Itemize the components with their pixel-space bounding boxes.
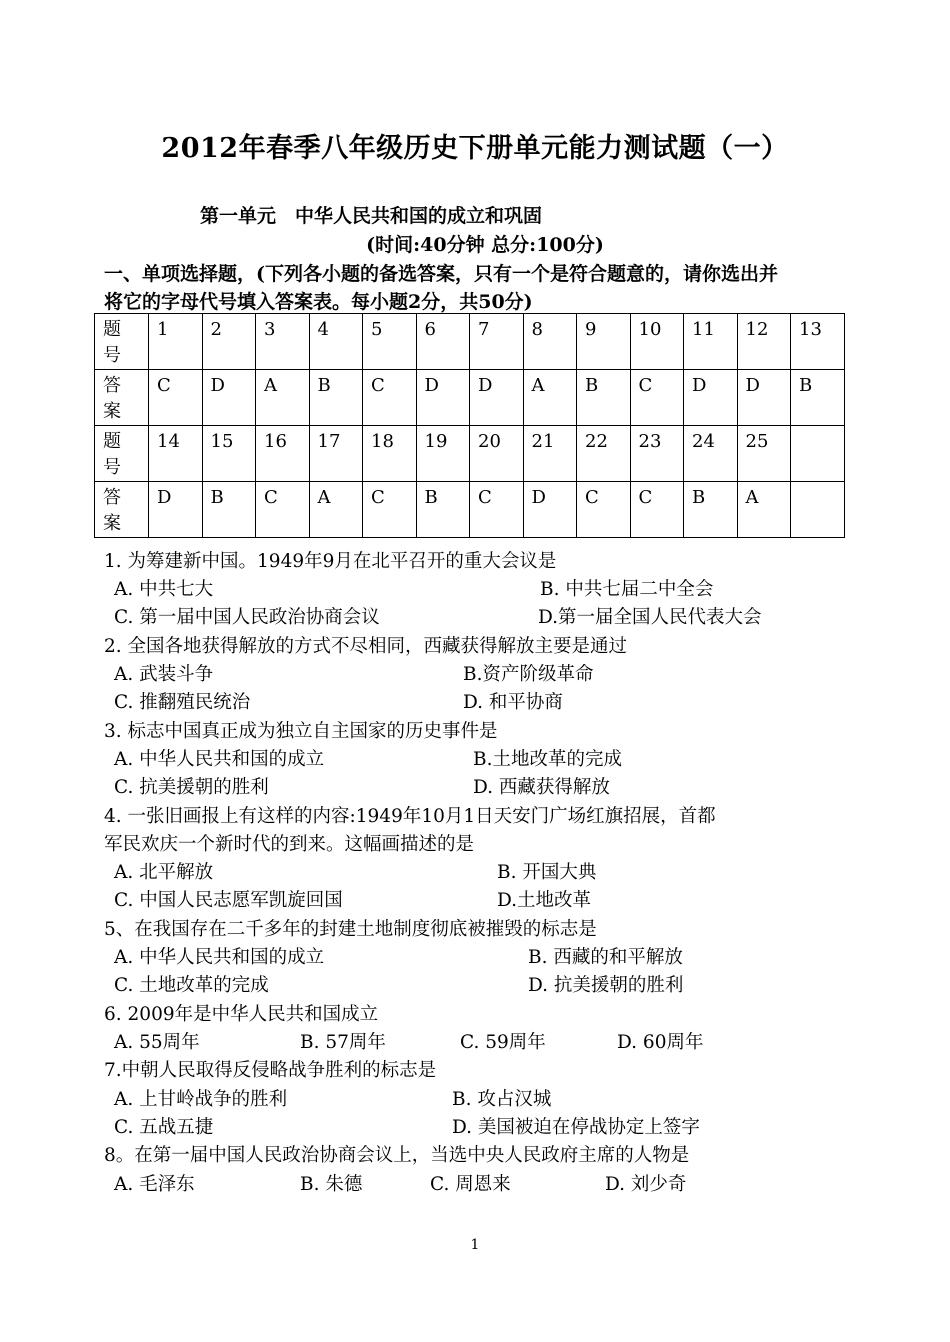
table-cell: C: [363, 482, 417, 538]
table-cell: 8: [523, 314, 577, 370]
question-4-stem-line-2: 军民欢庆一个新时代的到来。这幅画描述的是: [104, 834, 475, 855]
answer-table: [94, 313, 845, 538]
table-cell: B: [791, 370, 845, 426]
table-cell: 11: [684, 314, 738, 370]
question-5-stem: 5、在我国存在二千多年的封建土地制度彻底被摧毁的标志是: [104, 919, 597, 940]
table-cell: 3: [256, 314, 310, 370]
question-2-stem: 2. 全国各地获得解放的方式不尽相同，西藏获得解放主要是通过: [104, 636, 628, 657]
page-number: 1: [470, 1237, 480, 1253]
table-cell: 16: [256, 426, 310, 482]
question-2-option-a: A. 武装斗争: [114, 664, 214, 685]
question-6-option-d: D. 60周年: [617, 1032, 704, 1053]
table-cell: C: [256, 482, 310, 538]
row-header: 题 号: [95, 426, 149, 482]
table-cell: 17: [309, 426, 363, 482]
table-row: [95, 426, 845, 482]
question-4-stem-line-1: 4. 一张旧画报上有这样的内容:1949年10月1日天安门广场红旗招展，首都: [104, 806, 716, 827]
question-7-option-d: D. 美国被迫在停战协定上签字: [452, 1117, 700, 1138]
question-8-option-c: C. 周恩来: [430, 1174, 511, 1195]
table-cell: 20: [470, 426, 524, 482]
table-cell: B: [577, 370, 631, 426]
question-7-option-a: A. 上甘岭战争的胜利: [114, 1089, 288, 1110]
table-cell: 24: [684, 426, 738, 482]
table-cell: 1: [149, 314, 203, 370]
table-cell: D: [470, 370, 524, 426]
question-8-option-b: B. 朱德: [300, 1174, 363, 1195]
question-3-option-a: A. 中华人民共和国的成立: [114, 749, 325, 770]
instructions-line-1: 一、单项选择题，(下列各小题的备选答案，只有一个是符合题意的，请你选出并: [104, 263, 778, 285]
question-1-option-d: D.第一届全国人民代表大会: [538, 607, 762, 628]
question-1-option-b: B. 中共七届二中全会: [540, 579, 714, 600]
time-info: (时间:40分钟 总分:100分): [366, 234, 604, 256]
question-6-stem: 6. 2009年是中华人民共和国成立: [104, 1004, 379, 1025]
question-1-stem: 1. 为筹建新中国。1949年9月在北平召开的重大会议是: [104, 551, 557, 572]
row-header: 答 案: [95, 370, 149, 426]
table-cell: [791, 426, 845, 482]
table-cell: 7: [470, 314, 524, 370]
question-7-stem: 7.中朝人民取得反侵略战争胜利的标志是: [104, 1060, 437, 1081]
table-cell: 4: [309, 314, 363, 370]
table-cell: B: [684, 482, 738, 538]
question-5-option-d: D. 抗美援朝的胜利: [528, 975, 684, 996]
question-6-option-a: A. 55周年: [114, 1032, 200, 1053]
table-cell: D: [523, 482, 577, 538]
question-3-stem: 3. 标志中国真正成为独立自主国家的历史事件是: [104, 721, 498, 742]
table-row: [95, 314, 845, 370]
table-cell: C: [363, 370, 417, 426]
table-cell: 21: [523, 426, 577, 482]
table-cell: C: [577, 482, 631, 538]
question-4-option-c: C. 中国人民志愿军凯旋回国: [114, 890, 343, 911]
row-header: 题 号: [95, 314, 149, 370]
table-cell: A: [309, 482, 363, 538]
question-7-option-c: C. 五战五捷: [114, 1117, 214, 1138]
question-1-option-a: A. 中共七大: [114, 579, 214, 600]
question-3-option-b: B.土地改革的完成: [473, 749, 622, 770]
table-cell: 19: [416, 426, 470, 482]
table-cell: C: [149, 370, 203, 426]
table-cell: D: [149, 482, 203, 538]
table-cell: 5: [363, 314, 417, 370]
table-cell: 2: [202, 314, 256, 370]
question-5-option-a: A. 中华人民共和国的成立: [114, 947, 325, 968]
table-cell: D: [202, 370, 256, 426]
table-cell: C: [630, 482, 684, 538]
question-8-option-d: D. 刘少奇: [605, 1174, 687, 1195]
table-cell: D: [416, 370, 470, 426]
table-cell: A: [737, 482, 791, 538]
table-cell: C: [630, 370, 684, 426]
table-cell: B: [309, 370, 363, 426]
page-title: 2012年春季八年级历史下册单元能力测试题（一）: [161, 133, 789, 164]
table-cell: 18: [363, 426, 417, 482]
table-cell: B: [202, 482, 256, 538]
row-header: 答 案: [95, 482, 149, 538]
table-cell: A: [523, 370, 577, 426]
table-cell: [791, 482, 845, 538]
table-cell: 14: [149, 426, 203, 482]
table-cell: 12: [737, 314, 791, 370]
question-5-option-b: B. 西藏的和平解放: [528, 947, 683, 968]
instructions-line-2: 将它的字母代号填入答案表。每小题2分，共50分): [104, 291, 533, 313]
table-cell: B: [416, 482, 470, 538]
question-2-option-b: B.资产阶级革命: [463, 664, 594, 685]
question-8-option-a: A. 毛泽东: [114, 1174, 195, 1195]
question-8-stem: 8。在第一届中国人民政治协商会议上，当选中央人民政府主席的人物是: [104, 1145, 690, 1166]
table-cell: 13: [791, 314, 845, 370]
table-cell: A: [256, 370, 310, 426]
question-4-option-d: D.土地改革: [497, 890, 592, 911]
table-cell: D: [684, 370, 738, 426]
table-row: [95, 370, 845, 426]
question-5-option-c: C. 土地改革的完成: [114, 975, 269, 996]
table-cell: 22: [577, 426, 631, 482]
question-3-option-d: D. 西藏获得解放: [473, 777, 610, 798]
question-6-option-b: B. 57周年: [300, 1032, 386, 1053]
table-cell: 15: [202, 426, 256, 482]
table-cell: 25: [737, 426, 791, 482]
question-4-option-b: B. 开国大典: [497, 862, 597, 883]
table-cell: 10: [630, 314, 684, 370]
question-3-option-c: C. 抗美援朝的胜利: [114, 777, 269, 798]
table-row: [95, 482, 845, 538]
table-cell: C: [470, 482, 524, 538]
unit-heading: 第一单元 中华人民共和国的成立和巩固: [200, 205, 543, 227]
table-cell: 9: [577, 314, 631, 370]
question-6-option-c: C. 59周年: [460, 1032, 546, 1053]
question-2-option-d: D. 和平协商: [463, 692, 563, 713]
table-cell: D: [737, 370, 791, 426]
question-1-option-c: C. 第一届中国人民政治协商会议: [114, 607, 380, 628]
table-cell: 23: [630, 426, 684, 482]
question-4-option-a: A. 北平解放: [114, 862, 214, 883]
table-cell: 6: [416, 314, 470, 370]
question-7-option-b: B. 攻占汉城: [452, 1089, 552, 1110]
question-2-option-c: C. 推翻殖民统治: [114, 692, 251, 713]
